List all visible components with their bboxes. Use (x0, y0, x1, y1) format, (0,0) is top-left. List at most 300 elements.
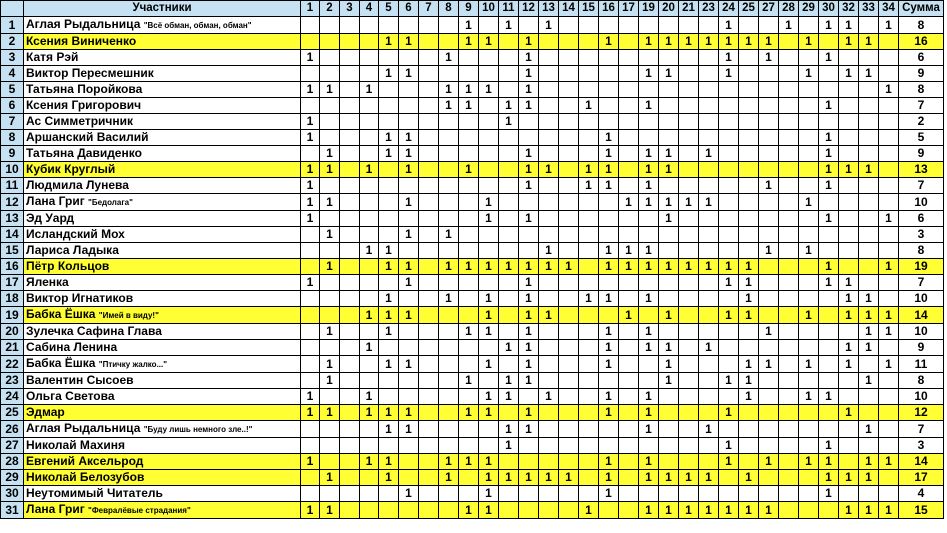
score-cell[interactable] (639, 486, 659, 502)
score-cell[interactable]: 1 (320, 373, 340, 389)
row-number[interactable]: 7 (1, 114, 24, 130)
score-cell[interactable] (499, 34, 519, 50)
score-cell[interactable]: 1 (479, 211, 499, 227)
score-cell[interactable] (499, 291, 519, 307)
score-cell[interactable] (599, 275, 619, 291)
score-cell[interactable] (399, 114, 419, 130)
score-cell[interactable]: 1 (719, 405, 739, 421)
score-cell[interactable] (579, 50, 599, 66)
score-cell[interactable]: 1 (879, 454, 899, 470)
row-number[interactable]: 18 (1, 291, 24, 307)
sum-cell[interactable]: 8 (899, 17, 944, 34)
score-cell[interactable] (379, 114, 399, 130)
participant-cell[interactable] (24, 486, 301, 502)
score-cell[interactable] (679, 130, 699, 146)
score-cell[interactable]: 1 (739, 307, 759, 324)
score-cell[interactable]: 1 (579, 98, 599, 114)
score-cell[interactable]: 1 (399, 356, 419, 373)
score-cell[interactable] (419, 307, 439, 324)
score-cell[interactable] (699, 389, 719, 405)
score-cell[interactable] (659, 243, 679, 259)
score-cell[interactable] (679, 243, 699, 259)
score-cell[interactable] (879, 373, 899, 389)
score-cell[interactable] (459, 114, 479, 130)
score-cell[interactable] (619, 34, 639, 50)
score-cell[interactable]: 1 (599, 340, 619, 356)
score-cell[interactable] (659, 438, 679, 454)
score-cell[interactable]: 1 (399, 66, 419, 82)
score-cell[interactable]: 1 (519, 259, 539, 275)
score-cell[interactable] (439, 178, 459, 194)
row-number[interactable]: 16 (1, 259, 24, 275)
score-cell[interactable] (679, 98, 699, 114)
score-cell[interactable] (779, 259, 799, 275)
participant-cell[interactable] (24, 405, 301, 421)
score-cell[interactable] (599, 421, 619, 438)
score-cell[interactable] (779, 82, 799, 98)
score-cell[interactable] (439, 307, 459, 324)
sum-cell[interactable]: 10 (899, 291, 944, 307)
score-cell[interactable]: 1 (301, 194, 320, 211)
score-cell[interactable] (679, 438, 699, 454)
row-number[interactable]: 4 (1, 66, 24, 82)
score-cell[interactable] (419, 438, 439, 454)
score-cell[interactable]: 1 (559, 470, 579, 486)
score-cell[interactable]: 1 (479, 470, 499, 486)
sum-cell[interactable]: 9 (899, 66, 944, 82)
score-cell[interactable]: 1 (759, 356, 779, 373)
score-cell[interactable] (519, 438, 539, 454)
score-cell[interactable] (839, 389, 859, 405)
score-cell[interactable]: 1 (639, 162, 659, 178)
score-cell[interactable] (340, 162, 360, 178)
score-cell[interactable]: 1 (639, 405, 659, 421)
score-cell[interactable] (379, 50, 399, 66)
score-cell[interactable]: 1 (479, 389, 499, 405)
score-cell[interactable] (559, 243, 579, 259)
score-cell[interactable] (499, 211, 519, 227)
score-cell[interactable] (579, 421, 599, 438)
score-cell[interactable]: 1 (519, 307, 539, 324)
score-cell[interactable] (719, 324, 739, 340)
score-cell[interactable] (539, 66, 559, 82)
score-cell[interactable]: 1 (499, 438, 519, 454)
sum-cell[interactable]: 10 (899, 389, 944, 405)
score-cell[interactable] (599, 211, 619, 227)
score-cell[interactable] (759, 82, 779, 98)
score-cell[interactable]: 1 (599, 259, 619, 275)
score-cell[interactable]: 1 (639, 194, 659, 211)
score-cell[interactable] (819, 373, 839, 389)
score-cell[interactable] (320, 340, 340, 356)
participant-cell[interactable] (24, 340, 301, 356)
score-cell[interactable] (839, 82, 859, 98)
score-cell[interactable]: 1 (459, 82, 479, 98)
score-cell[interactable]: 1 (539, 389, 559, 405)
score-cell[interactable] (799, 291, 819, 307)
score-cell[interactable]: 1 (399, 194, 419, 211)
score-cell[interactable] (619, 486, 639, 502)
round-header[interactable]: 2 (320, 1, 340, 17)
score-cell[interactable]: 1 (719, 275, 739, 291)
score-cell[interactable] (679, 373, 699, 389)
score-cell[interactable]: 1 (839, 17, 859, 34)
score-cell[interactable] (859, 178, 879, 194)
score-cell[interactable] (399, 438, 419, 454)
round-header[interactable]: 20 (659, 1, 679, 17)
score-cell[interactable]: 1 (839, 405, 859, 421)
score-cell[interactable] (439, 275, 459, 291)
score-cell[interactable]: 1 (479, 454, 499, 470)
score-cell[interactable] (679, 454, 699, 470)
score-cell[interactable] (719, 146, 739, 162)
score-cell[interactable] (539, 34, 559, 50)
score-cell[interactable] (320, 178, 340, 194)
score-cell[interactable]: 1 (679, 502, 699, 519)
score-cell[interactable] (559, 356, 579, 373)
row-number[interactable]: 21 (1, 340, 24, 356)
score-cell[interactable] (539, 178, 559, 194)
score-cell[interactable]: 1 (320, 470, 340, 486)
participant-cell[interactable] (24, 17, 301, 34)
score-cell[interactable] (659, 275, 679, 291)
score-cell[interactable] (439, 324, 459, 340)
score-cell[interactable]: 1 (839, 275, 859, 291)
score-cell[interactable] (459, 50, 479, 66)
score-cell[interactable] (639, 275, 659, 291)
score-cell[interactable]: 1 (479, 259, 499, 275)
score-cell[interactable] (459, 340, 479, 356)
score-cell[interactable]: 1 (699, 34, 719, 50)
sum-cell[interactable]: 5 (899, 130, 944, 146)
score-cell[interactable] (519, 17, 539, 34)
score-cell[interactable] (599, 17, 619, 34)
score-cell[interactable] (419, 356, 439, 373)
score-cell[interactable] (519, 194, 539, 211)
score-cell[interactable]: 1 (659, 34, 679, 50)
score-cell[interactable]: 1 (539, 470, 559, 486)
score-cell[interactable] (759, 275, 779, 291)
score-cell[interactable] (779, 356, 799, 373)
score-cell[interactable]: 1 (459, 34, 479, 50)
sum-cell[interactable]: 19 (899, 259, 944, 275)
score-cell[interactable] (519, 114, 539, 130)
score-cell[interactable]: 1 (719, 438, 739, 454)
score-cell[interactable] (619, 227, 639, 243)
participant-cell[interactable] (24, 275, 301, 291)
score-cell[interactable] (839, 438, 859, 454)
score-cell[interactable] (579, 454, 599, 470)
score-cell[interactable]: 1 (539, 243, 559, 259)
score-cell[interactable] (759, 373, 779, 389)
score-cell[interactable]: 1 (599, 162, 619, 178)
score-cell[interactable] (340, 130, 360, 146)
score-cell[interactable]: 1 (379, 34, 399, 50)
score-cell[interactable] (379, 82, 399, 98)
row-number[interactable]: 24 (1, 389, 24, 405)
score-cell[interactable]: 1 (459, 405, 479, 421)
score-cell[interactable] (779, 373, 799, 389)
score-cell[interactable] (479, 146, 499, 162)
score-cell[interactable] (879, 421, 899, 438)
score-cell[interactable] (459, 291, 479, 307)
score-cell[interactable] (340, 98, 360, 114)
score-cell[interactable] (379, 502, 399, 519)
score-cell[interactable]: 1 (519, 405, 539, 421)
score-cell[interactable] (559, 454, 579, 470)
row-number[interactable]: 30 (1, 486, 24, 502)
score-cell[interactable] (579, 307, 599, 324)
score-cell[interactable] (619, 82, 639, 98)
score-cell[interactable] (559, 17, 579, 34)
sum-cell[interactable]: 2 (899, 114, 944, 130)
score-cell[interactable] (759, 421, 779, 438)
participant-cell[interactable] (24, 211, 301, 227)
score-cell[interactable]: 1 (399, 307, 419, 324)
score-cell[interactable] (839, 130, 859, 146)
score-cell[interactable]: 1 (599, 324, 619, 340)
score-cell[interactable] (459, 130, 479, 146)
sum-cell[interactable]: 7 (899, 98, 944, 114)
score-cell[interactable]: 1 (639, 389, 659, 405)
score-cell[interactable] (439, 17, 459, 34)
score-cell[interactable]: 1 (519, 146, 539, 162)
row-number[interactable]: 13 (1, 211, 24, 227)
score-cell[interactable] (719, 243, 739, 259)
score-cell[interactable]: 1 (301, 50, 320, 66)
score-cell[interactable] (859, 130, 879, 146)
score-cell[interactable]: 1 (819, 130, 839, 146)
score-cell[interactable]: 1 (499, 389, 519, 405)
score-cell[interactable] (719, 340, 739, 356)
score-cell[interactable] (399, 82, 419, 98)
score-cell[interactable]: 1 (519, 50, 539, 66)
score-cell[interactable] (499, 162, 519, 178)
score-cell[interactable] (819, 307, 839, 324)
participant-cell[interactable] (24, 98, 301, 114)
score-cell[interactable] (879, 130, 899, 146)
score-cell[interactable]: 1 (459, 373, 479, 389)
score-cell[interactable] (539, 227, 559, 243)
score-cell[interactable] (759, 389, 779, 405)
score-cell[interactable] (499, 66, 519, 82)
score-cell[interactable] (419, 502, 439, 519)
score-cell[interactable] (379, 162, 399, 178)
score-cell[interactable] (619, 114, 639, 130)
score-cell[interactable] (739, 243, 759, 259)
score-cell[interactable]: 1 (839, 162, 859, 178)
score-cell[interactable] (699, 98, 719, 114)
score-cell[interactable]: 1 (379, 146, 399, 162)
score-cell[interactable] (619, 373, 639, 389)
score-cell[interactable]: 1 (719, 50, 739, 66)
row-number[interactable]: 19 (1, 307, 24, 324)
score-cell[interactable] (799, 405, 819, 421)
score-cell[interactable] (539, 194, 559, 211)
score-cell[interactable] (439, 162, 459, 178)
score-cell[interactable] (619, 470, 639, 486)
score-cell[interactable]: 1 (739, 275, 759, 291)
score-cell[interactable] (659, 130, 679, 146)
sum-cell[interactable]: 7 (899, 178, 944, 194)
round-header[interactable]: 15 (579, 1, 599, 17)
participant-cell[interactable] (24, 227, 301, 243)
score-cell[interactable]: 1 (360, 162, 379, 178)
score-cell[interactable]: 1 (399, 130, 419, 146)
score-cell[interactable] (879, 275, 899, 291)
score-cell[interactable]: 1 (859, 454, 879, 470)
score-cell[interactable] (559, 211, 579, 227)
score-cell[interactable] (819, 405, 839, 421)
score-cell[interactable] (599, 50, 619, 66)
score-cell[interactable]: 1 (659, 162, 679, 178)
score-cell[interactable] (659, 486, 679, 502)
score-cell[interactable]: 1 (301, 275, 320, 291)
score-cell[interactable] (839, 98, 859, 114)
score-cell[interactable] (619, 275, 639, 291)
score-cell[interactable] (859, 114, 879, 130)
score-cell[interactable]: 1 (859, 307, 879, 324)
score-cell[interactable] (719, 486, 739, 502)
score-cell[interactable]: 1 (301, 114, 320, 130)
score-cell[interactable]: 1 (301, 211, 320, 227)
score-cell[interactable] (659, 405, 679, 421)
score-cell[interactable]: 1 (439, 227, 459, 243)
score-cell[interactable]: 1 (799, 389, 819, 405)
score-cell[interactable] (499, 82, 519, 98)
score-cell[interactable] (439, 356, 459, 373)
score-cell[interactable] (340, 259, 360, 275)
row-number[interactable]: 28 (1, 454, 24, 470)
score-cell[interactable] (819, 421, 839, 438)
score-cell[interactable] (659, 421, 679, 438)
score-cell[interactable] (479, 178, 499, 194)
score-cell[interactable] (479, 66, 499, 82)
score-cell[interactable] (499, 356, 519, 373)
score-cell[interactable] (639, 307, 659, 324)
score-cell[interactable] (379, 373, 399, 389)
row-number[interactable]: 23 (1, 373, 24, 389)
round-header[interactable]: 5 (379, 1, 399, 17)
score-cell[interactable] (779, 486, 799, 502)
score-cell[interactable] (619, 130, 639, 146)
score-cell[interactable] (739, 421, 759, 438)
score-cell[interactable] (419, 227, 439, 243)
score-cell[interactable]: 1 (379, 421, 399, 438)
score-cell[interactable]: 1 (459, 17, 479, 34)
score-cell[interactable]: 1 (839, 307, 859, 324)
score-cell[interactable] (360, 211, 379, 227)
score-cell[interactable]: 1 (399, 405, 419, 421)
score-cell[interactable] (839, 486, 859, 502)
score-cell[interactable] (679, 340, 699, 356)
row-number[interactable]: 20 (1, 324, 24, 340)
score-cell[interactable] (799, 340, 819, 356)
score-cell[interactable] (819, 34, 839, 50)
score-cell[interactable]: 1 (459, 324, 479, 340)
score-cell[interactable] (360, 130, 379, 146)
score-cell[interactable] (779, 340, 799, 356)
score-cell[interactable]: 1 (599, 405, 619, 421)
score-cell[interactable] (799, 470, 819, 486)
score-cell[interactable] (779, 227, 799, 243)
score-cell[interactable]: 1 (819, 162, 839, 178)
score-cell[interactable]: 1 (479, 324, 499, 340)
score-cell[interactable] (779, 291, 799, 307)
score-cell[interactable] (639, 356, 659, 373)
participant-cell[interactable] (24, 421, 301, 438)
score-cell[interactable] (819, 291, 839, 307)
score-cell[interactable] (799, 146, 819, 162)
score-cell[interactable]: 1 (519, 34, 539, 50)
score-cell[interactable]: 1 (759, 50, 779, 66)
score-cell[interactable] (320, 389, 340, 405)
score-cell[interactable] (659, 324, 679, 340)
score-cell[interactable]: 1 (320, 259, 340, 275)
score-cell[interactable]: 1 (679, 194, 699, 211)
round-header[interactable]: 27 (759, 1, 779, 17)
score-cell[interactable]: 1 (639, 324, 659, 340)
score-cell[interactable] (439, 211, 459, 227)
score-cell[interactable] (301, 146, 320, 162)
score-cell[interactable] (699, 275, 719, 291)
score-cell[interactable]: 1 (320, 194, 340, 211)
score-cell[interactable]: 1 (739, 470, 759, 486)
score-cell[interactable] (499, 275, 519, 291)
score-cell[interactable] (819, 114, 839, 130)
score-cell[interactable]: 1 (519, 98, 539, 114)
score-cell[interactable] (320, 98, 340, 114)
score-cell[interactable] (320, 66, 340, 82)
score-cell[interactable] (619, 405, 639, 421)
score-cell[interactable]: 1 (301, 405, 320, 421)
score-cell[interactable]: 1 (519, 373, 539, 389)
score-cell[interactable] (779, 470, 799, 486)
score-cell[interactable] (539, 421, 559, 438)
score-cell[interactable]: 1 (379, 291, 399, 307)
score-cell[interactable] (479, 17, 499, 34)
score-cell[interactable] (779, 178, 799, 194)
score-cell[interactable] (799, 259, 819, 275)
score-cell[interactable] (459, 211, 479, 227)
score-cell[interactable] (539, 114, 559, 130)
score-cell[interactable]: 1 (639, 454, 659, 470)
score-cell[interactable] (699, 178, 719, 194)
round-header[interactable]: 13 (539, 1, 559, 17)
score-cell[interactable] (759, 98, 779, 114)
score-cell[interactable]: 1 (859, 66, 879, 82)
score-cell[interactable] (879, 340, 899, 356)
score-cell[interactable]: 1 (301, 454, 320, 470)
score-cell[interactable] (459, 356, 479, 373)
participant-cell[interactable] (24, 66, 301, 82)
score-cell[interactable] (360, 178, 379, 194)
score-cell[interactable] (759, 291, 779, 307)
score-cell[interactable]: 1 (879, 502, 899, 519)
score-cell[interactable] (759, 114, 779, 130)
score-cell[interactable]: 1 (819, 259, 839, 275)
score-cell[interactable] (320, 291, 340, 307)
score-cell[interactable] (439, 438, 459, 454)
score-cell[interactable] (799, 227, 819, 243)
score-cell[interactable] (679, 66, 699, 82)
score-cell[interactable] (619, 502, 639, 519)
score-cell[interactable] (739, 130, 759, 146)
score-cell[interactable]: 1 (879, 324, 899, 340)
sum-cell[interactable]: 7 (899, 275, 944, 291)
score-cell[interactable] (859, 227, 879, 243)
score-cell[interactable] (839, 50, 859, 66)
